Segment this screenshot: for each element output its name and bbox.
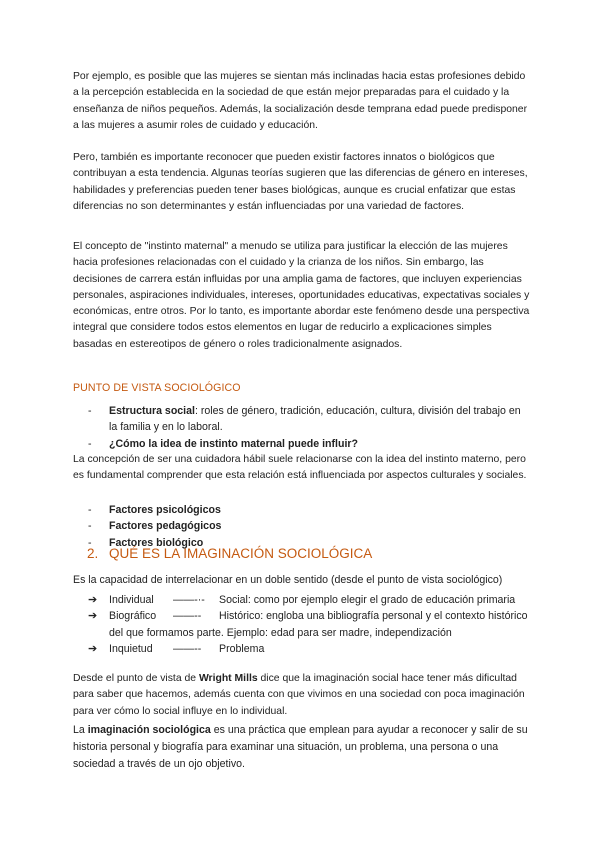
arrow-right-icon: ➔ (88, 594, 98, 606)
text-run: La (73, 724, 88, 736)
term-estructura-social: Estructura social (109, 405, 195, 417)
text-run: dice que la imaginación social hace tener más dificultad para saber que hacemos, además cuenta con que vivimos en una sociedad con poca imaginación para ver cómo lo social influye en lo individual. (73, 673, 525, 717)
list-item (88, 608, 528, 641)
separator-line: ——-- (173, 610, 202, 623)
author-name: Wright Mills (198, 673, 258, 684)
section-title: QUÉ ES LA IMAGINACIÓN SOCIOLÓGICA (109, 546, 373, 561)
paragraph-capacidad: Es la capacidad de interrelacionar en un doble sentido (desde el punto de vista sociológico) (73, 574, 503, 586)
arrow-right-icon: ➔ (88, 610, 98, 623)
dash-bullet: - (88, 405, 92, 417)
factor-label: Factores biológico (109, 536, 204, 549)
text-run: Desde el punto de vista de (73, 673, 199, 684)
term-description: Social: como por ejemplo elegir el grado de educación primaria (219, 594, 516, 606)
list-estructura-social (88, 403, 528, 452)
separator-line: ——-- (173, 642, 202, 655)
term-label: Individual (109, 594, 154, 606)
factor-label: Factores psicológicos (109, 504, 221, 516)
term-description: Histórico: engloba una bibliografía personal y el contexto histórico del que formamos parte. Ejemplo: edad para ser madre, independización (109, 610, 528, 639)
paragraph-imaginacion-definicion (73, 722, 535, 773)
term-label: Inquietud (109, 642, 153, 655)
paragraph-wright-mills (73, 671, 533, 720)
list-interrelacion (88, 592, 528, 657)
factor-label: Factores pedagógicos (109, 520, 222, 533)
arrow-right-icon: ➔ (88, 642, 98, 655)
dash-bullet: - (88, 504, 92, 516)
question-instinto-maternal: ¿Cómo la idea de instinto maternal puede influir? (109, 437, 358, 450)
section-heading-sociologico: PUNTO DE VISTA SOCIOLÓGICO (73, 382, 241, 394)
paragraph-socializacion: Por ejemplo, es posible que las mujeres se sientan más inclinadas hacia estas profesiones debido a la percepción establecida en la sociedad de que están mejor preparadas para el cuidado y la enseñanza de niños pequeños. Además, la socialización desde temprana edad puede predisponer a las mujeres a asumir roles de cuidado y educación. (73, 71, 528, 131)
list-item (88, 592, 528, 608)
list-item (88, 502, 528, 518)
list-item (88, 518, 528, 534)
dash-bullet: - (88, 536, 92, 549)
list-item (88, 641, 528, 657)
section-heading-imaginacion (87, 546, 372, 561)
paragraph-instinto-maternal: El concepto de "instinto maternal" a menudo se utiliza para justificar la elección de las mujeres hacia profesiones relacionadas con el cuidado y la crianza de los niños. Sin embargo, las decisiones de carrera están influidas por una amplia gama de factores, que incluyen experiencias personales, aspiraciones individuales, intereses, oportunidades educativas, expectativas sociales y económicas, entre otros. Por lo tanto, es importante abordar este fenómeno desde una perspectiva integral que considere todos estos elementos en lugar de reducirlo a explicaciones simples basadas en estereotipos de género o roles tradicionalmente asignados. (73, 241, 530, 350)
term-description: Problema (219, 642, 265, 655)
list-factores (88, 502, 528, 551)
list-item (88, 436, 528, 452)
list-item-text: : roles de género, tradición, educación, cultura, división del trabajo en la familia y en lo laboral. (109, 405, 521, 434)
separator-line: ——-·- (173, 594, 205, 606)
section-number: 2. (87, 546, 99, 561)
list-item (88, 403, 528, 436)
paragraph-concepcion-cuidadora: La concepción de ser una cuidadora hábil suele relacionarse con la idea del instinto materno, pero es fundamental comprender que esta relación está influenciada por aspectos culturales y sociales. (73, 454, 527, 482)
text-run: es una práctica que emplean para ayudar a reconocer y salir de su historia personal y biografía para examinar una situación, un problema, una persona o una sociedad a través de un ojo objetivo. (73, 724, 528, 770)
paragraph-factores-innatos: Pero, también es importante reconocer que pueden existir factores innatos o biológicos que contribuyan a esta tendencia. Algunas teorías sugieren que las diferencias de género en intereses, habilidades y preferencias pueden tener bases biológicas, aunque es crucial enfatizar que estas diferencias no son determinantes y están influenciadas por una variedad de factores. (73, 152, 528, 212)
term-label: Biográfico (109, 610, 157, 623)
dash-bullet: - (88, 437, 92, 450)
key-term: imaginación sociológica (87, 724, 211, 736)
dash-bullet: - (88, 520, 92, 533)
